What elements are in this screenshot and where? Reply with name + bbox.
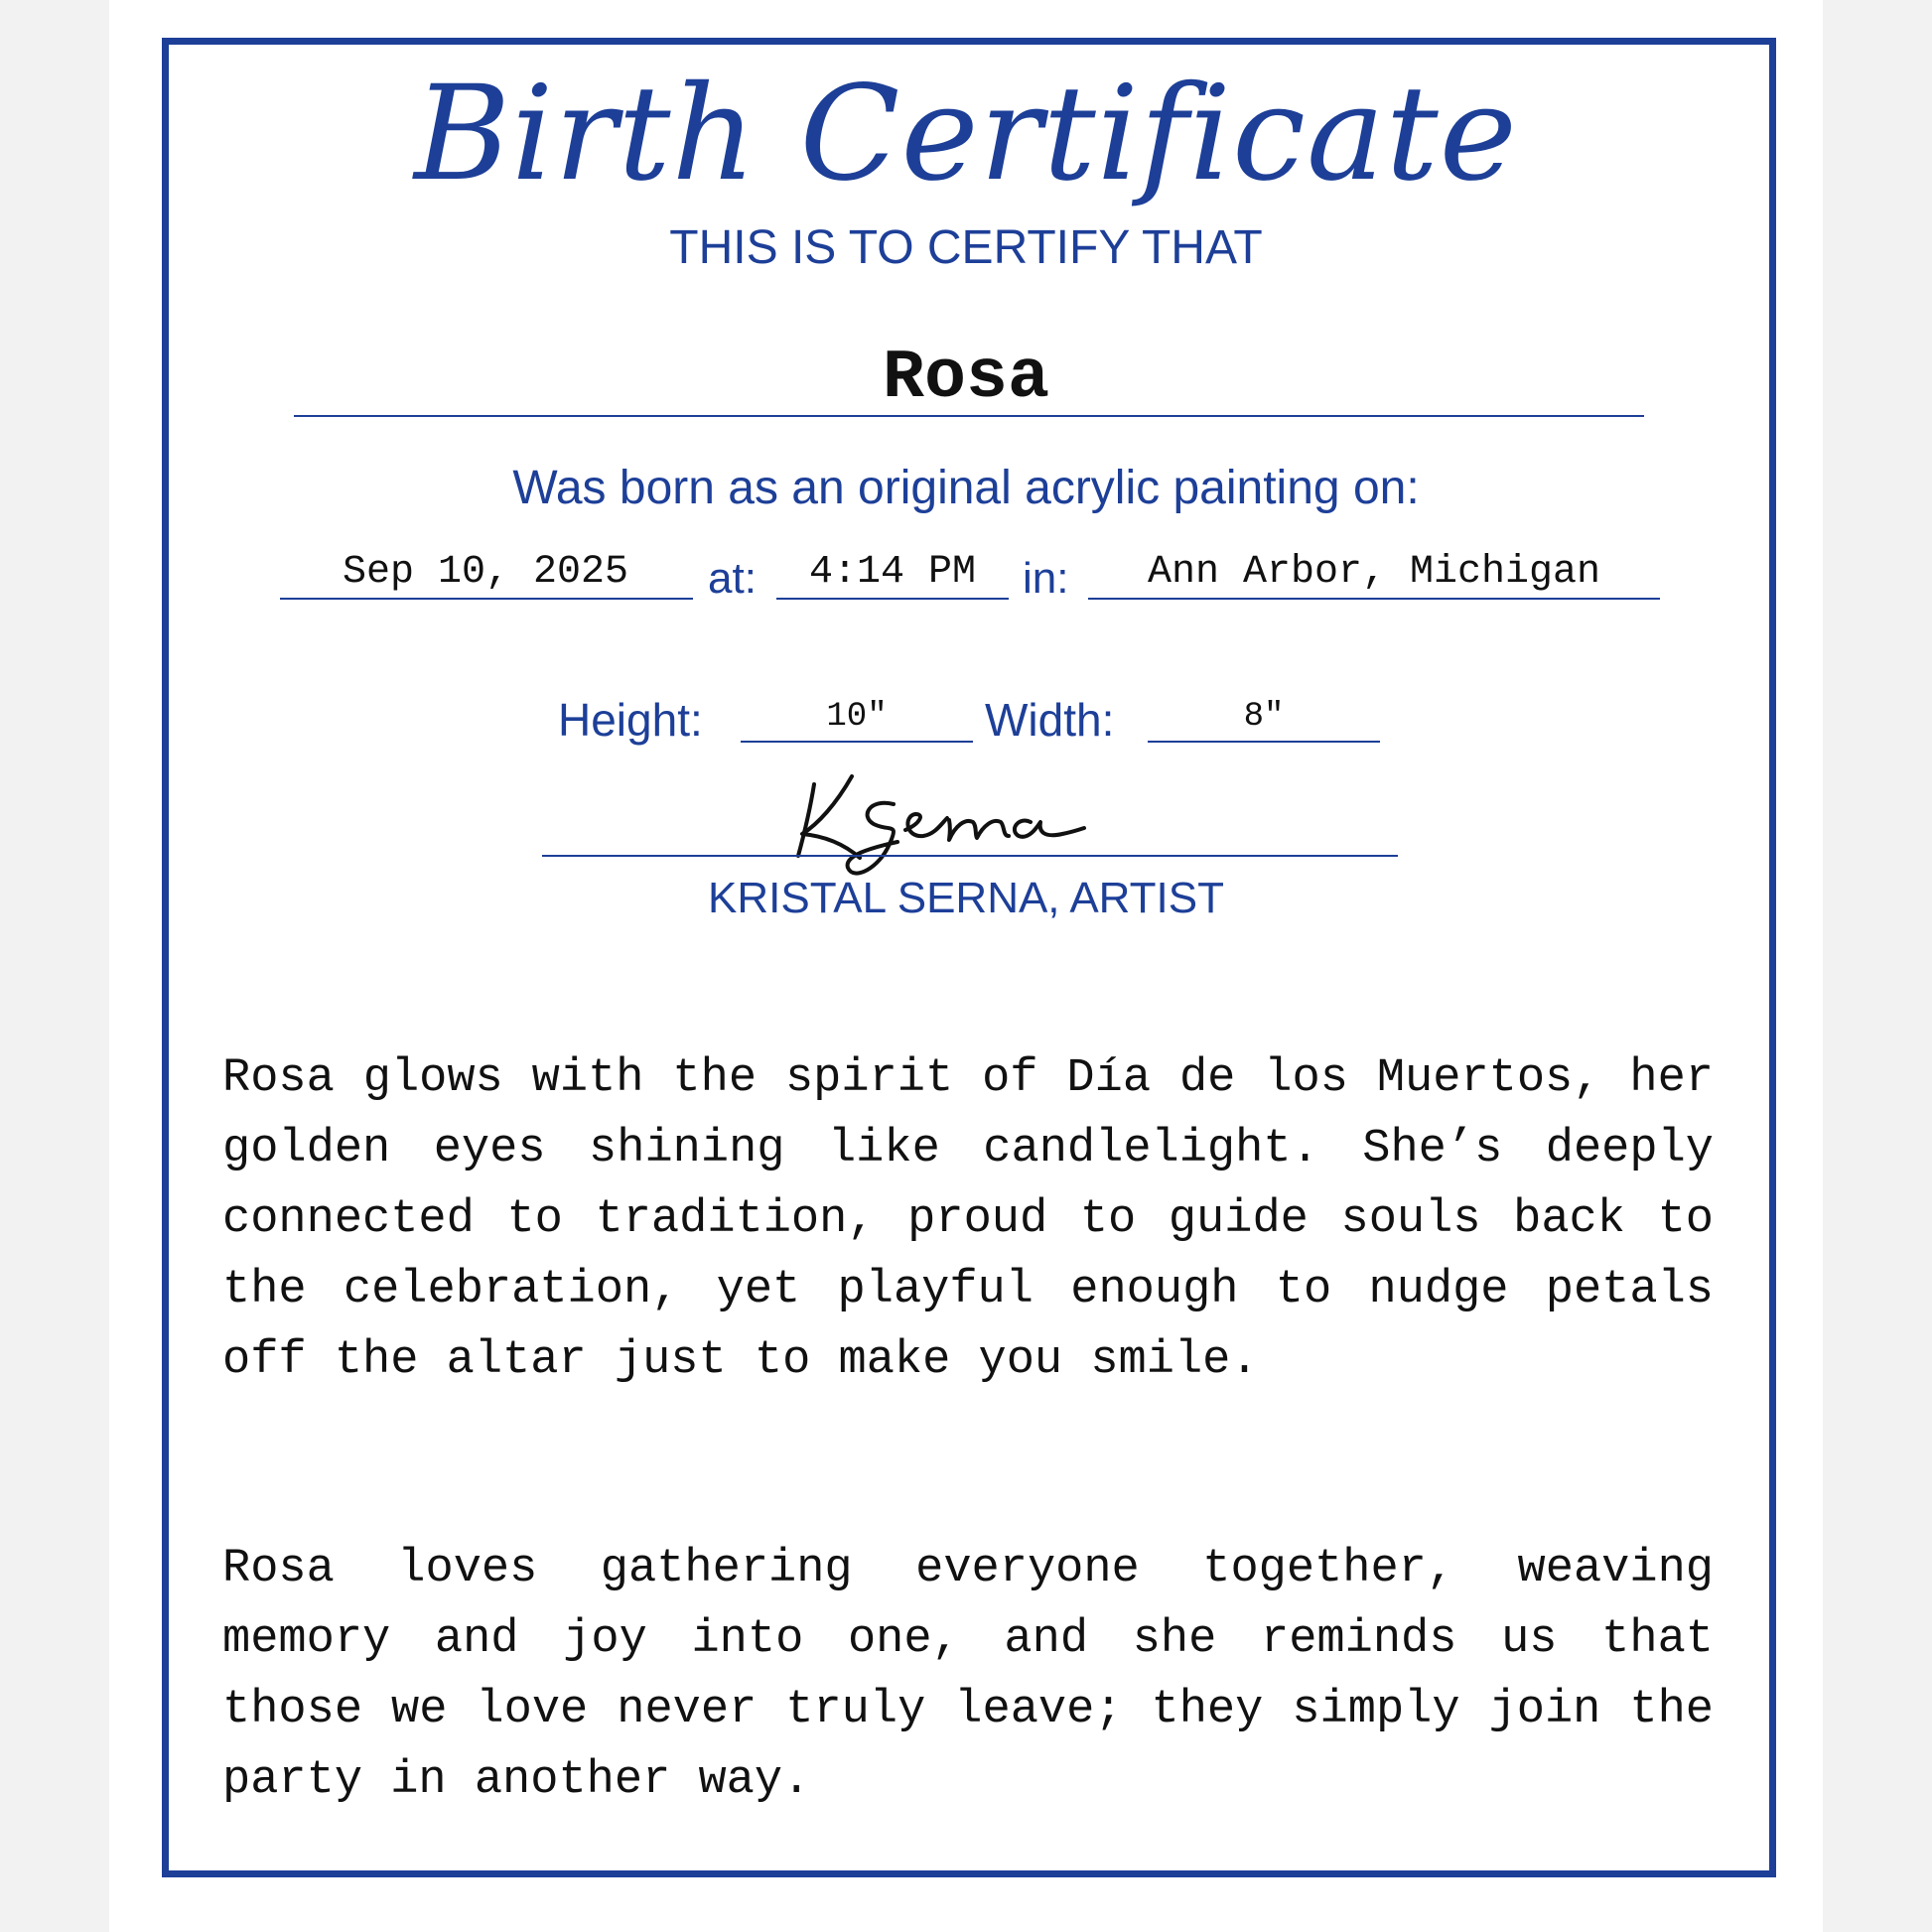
signature-underline: [542, 855, 1398, 857]
width-underline: [1148, 741, 1380, 743]
time-underline: [776, 598, 1009, 600]
width-value: 8": [1243, 698, 1285, 736]
artist-signature: [774, 764, 1092, 884]
at-label: at:: [708, 554, 757, 603]
date-underline: [280, 598, 693, 600]
birth-time: 4:14 PM: [808, 550, 977, 595]
description-paragraph-2: Rosa loves gathering everyone together, weaving memory and joy into one, and she reminds us that those we love never truly leave; they simply join the party in another way.: [222, 1543, 1714, 1807]
artist-line: KRISTAL SERNA, ARTIST: [708, 874, 1224, 922]
height-label: Height:: [558, 694, 703, 746]
description-paragraph-1: Rosa glows with the spirit of Día de los Muertos, her golden eyes shining like candlelight. She’s deeply connected to tradition, proud to guide souls back to the celebration, yet playful enough to nudge petals off the altar just to make you smile.: [222, 1052, 1714, 1387]
certify-line: THIS IS TO CERTIFY THAT: [669, 221, 1263, 274]
birth-date: Sep 10, 2025: [342, 550, 629, 595]
born-line: Was born as an original acrylic painting on:: [512, 462, 1420, 514]
in-label: in:: [1023, 554, 1069, 603]
birth-location: Ann Arbor, Michigan: [1147, 550, 1601, 595]
name-underline: [294, 415, 1644, 417]
height-underline: [741, 741, 973, 743]
certificate-title: Birth Certificate: [414, 58, 1518, 210]
height-value: 10": [826, 698, 888, 736]
painting-name: Rosa: [882, 340, 1050, 418]
location-underline: [1088, 598, 1660, 600]
width-label: Width:: [985, 694, 1115, 746]
